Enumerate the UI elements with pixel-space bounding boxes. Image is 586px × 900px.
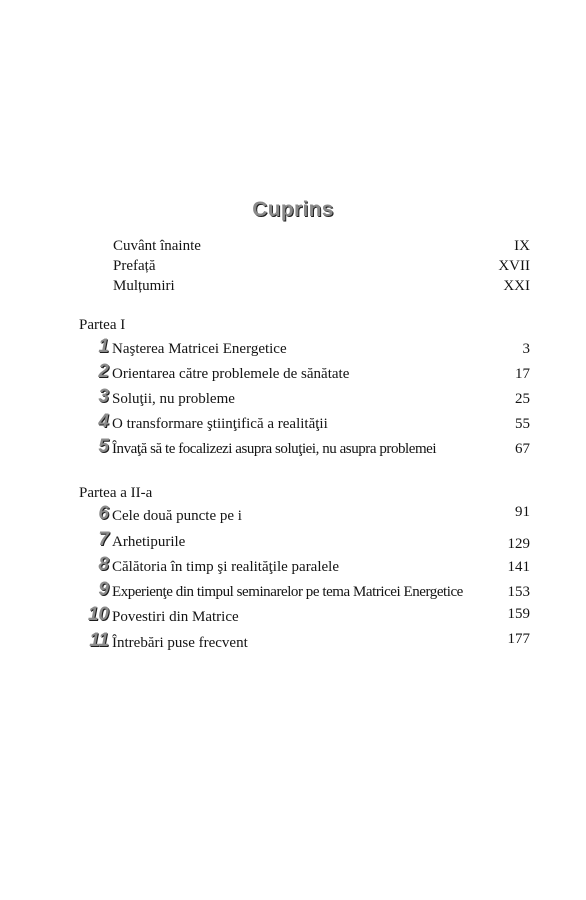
chapter-title: Experienţe din timpul seminarelor pe tema Matricei Energetice xyxy=(112,584,463,600)
toc-page-number: IX xyxy=(514,238,530,254)
chapter-title: Întrebări puse frecvent xyxy=(112,635,248,651)
chapter-title: Învaţă să te focalizezi asupra soluţiei, nu asupra problemei xyxy=(112,441,437,457)
chapter-title: O transformare ştiinţifică a realităţii xyxy=(112,416,328,432)
toc-page-number: XXI xyxy=(503,278,530,294)
chapter-title: Călătoria în timp şi realităţile paralele xyxy=(112,559,339,575)
toc-chapter-row[interactable] xyxy=(0,503,586,528)
chapter-title: Soluţii, nu probleme xyxy=(112,391,235,407)
toc-chapter-row[interactable] xyxy=(0,411,586,436)
toc-front-item[interactable] xyxy=(0,276,586,298)
page-title: Cuprins xyxy=(252,198,334,221)
toc-page-number: 67 xyxy=(515,441,530,457)
toc-page-number: 129 xyxy=(507,536,530,552)
toc-page-number: 141 xyxy=(507,559,530,575)
chapter-title: Naşterea Matricei Energetice xyxy=(112,341,287,357)
toc-chapter-row[interactable] xyxy=(0,604,586,629)
toc-chapter-row[interactable] xyxy=(0,361,586,386)
toc-page-number: 177 xyxy=(507,631,530,647)
chapter-number: 7 xyxy=(98,529,109,550)
toc-chapter-row[interactable] xyxy=(0,336,586,361)
toc-page-number: 153 xyxy=(507,584,530,600)
toc-chapter-row[interactable] xyxy=(0,529,586,554)
toc-page-number: 3 xyxy=(522,341,530,357)
toc-front-label: Prefață xyxy=(113,258,156,274)
chapter-number: 11 xyxy=(89,630,109,651)
toc-chapter-row[interactable] xyxy=(0,579,586,604)
part-heading: Partea I xyxy=(79,317,126,333)
chapter-number: 3 xyxy=(98,386,109,407)
toc-page-number: 17 xyxy=(515,366,530,382)
chapter-number: 1 xyxy=(98,336,109,357)
chapter-title: Arhetipurile xyxy=(112,534,186,550)
chapter-number: 2 xyxy=(98,361,109,382)
toc-page-number: XVII xyxy=(498,258,530,274)
toc-front-item[interactable] xyxy=(0,256,586,278)
toc-chapter-row[interactable] xyxy=(0,554,586,579)
toc-page-number: 25 xyxy=(515,391,530,407)
toc-front-label: Cuvânt înainte xyxy=(113,238,201,254)
toc-chapter-row[interactable] xyxy=(0,386,586,411)
toc-front-label: Mulțumiri xyxy=(113,278,175,294)
chapter-number: 5 xyxy=(98,436,109,457)
chapter-title: Cele două puncte pe i xyxy=(112,508,242,524)
toc-page-number: 55 xyxy=(515,416,530,432)
chapter-title: Povestiri din Matrice xyxy=(112,609,239,625)
toc-front-item[interactable] xyxy=(0,236,586,258)
part-heading: Partea a II-a xyxy=(79,485,153,501)
toc-chapter-row[interactable] xyxy=(0,436,586,461)
toc-chapter-row[interactable] xyxy=(0,630,586,655)
toc-page-number: 159 xyxy=(507,606,530,622)
chapter-number: 4 xyxy=(98,411,109,432)
chapter-number: 6 xyxy=(98,503,109,524)
chapter-number: 8 xyxy=(98,554,109,575)
chapter-number: 9 xyxy=(98,579,109,600)
chapter-number: 10 xyxy=(87,604,109,625)
chapter-title: Orientarea către problemele de sănătate xyxy=(112,366,350,382)
toc-page-number: 91 xyxy=(515,504,530,520)
